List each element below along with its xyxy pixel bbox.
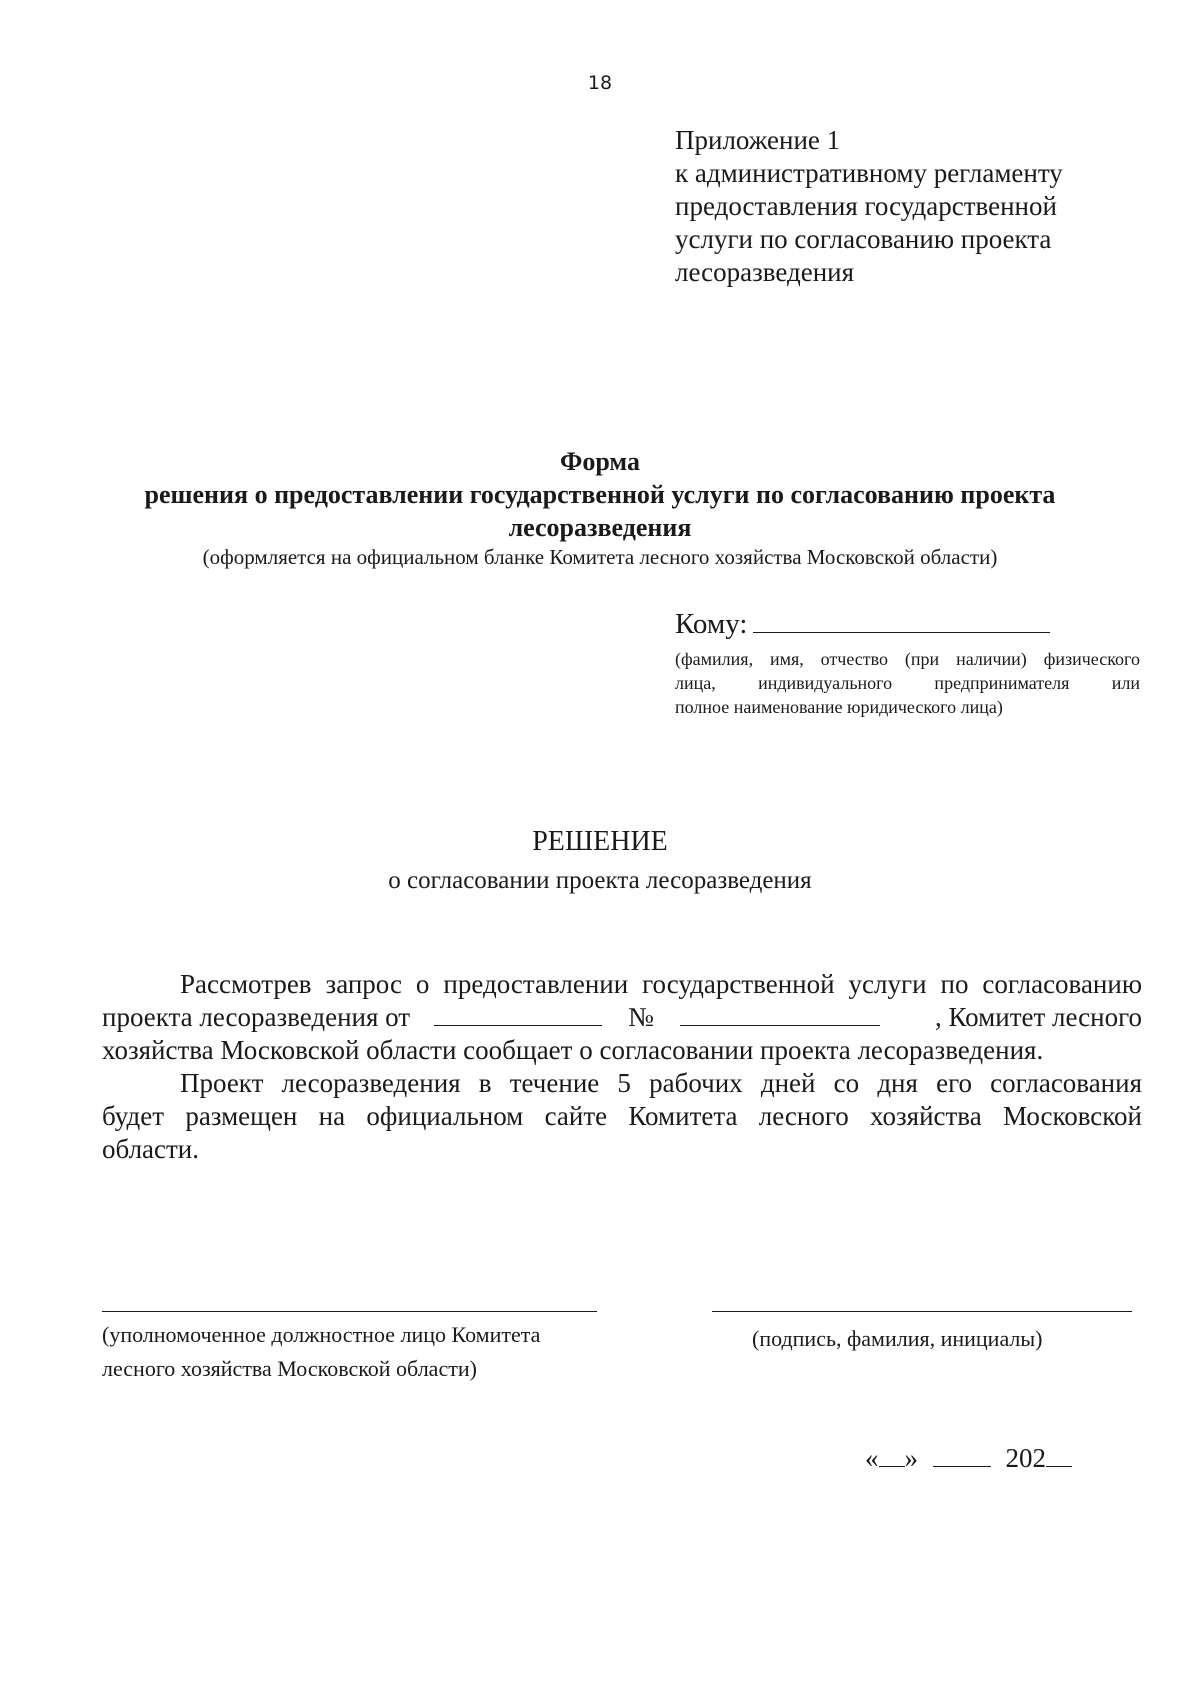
number-sign: № — [628, 1002, 654, 1032]
page-number: 18 — [587, 72, 613, 94]
appendix-block — [675, 124, 1063, 289]
recipient-hint-line: (фамилия, имя, отчество (при наличии) физического — [675, 649, 1140, 669]
body-line-with-blanks — [102, 1001, 1142, 1034]
year-blank — [1046, 1444, 1072, 1467]
official-caption-line: лесного хозяйства Московской области) — [102, 1356, 477, 1381]
body-line: будет размещен на официальном сайте Комитета лесного хозяйства Московской — [102, 1101, 1142, 1131]
appendix-line: лесоразведения — [675, 257, 855, 287]
official-caption-line: (уполномоченное должностное лицо Комитета — [102, 1322, 541, 1347]
appendix-line: предоставления государственной — [675, 191, 1057, 221]
official-signature-line — [102, 1311, 597, 1312]
appendix-line: услуги по согласованию проекта — [675, 224, 1052, 254]
recipient-field — [675, 606, 1050, 641]
recipient-label: Кому: — [675, 608, 748, 640]
date-open-quote: « — [865, 1443, 879, 1473]
day-blank — [879, 1444, 905, 1467]
decision-subtitle: о согласовании проекта лесоразведения — [388, 867, 812, 894]
body-text-fragment: , Комитет лесного — [935, 1002, 1142, 1032]
signature-line — [712, 1311, 1132, 1312]
decision-title: РЕШЕНИЕ — [532, 826, 668, 857]
body-text-fragment: проекта лесоразведения от — [102, 1002, 411, 1032]
request-date-blank — [434, 1003, 602, 1026]
appendix-line: к административному регламенту — [675, 158, 1063, 188]
decision-body — [102, 968, 1142, 1166]
year-prefix: 202 — [1005, 1443, 1046, 1473]
date-field — [865, 1443, 1072, 1474]
form-title: Форма — [560, 447, 640, 476]
form-subtitle-line: решения о предоставлении государственной услуги по согласованию проекта — [144, 480, 1056, 509]
request-number-blank — [680, 1003, 880, 1026]
date-close-quote: » — [904, 1443, 918, 1473]
form-note: (оформляется на официальном бланке Комитета лесного хозяйства Московской области) — [202, 545, 998, 569]
recipient-hint-line: полное наименование юридического лица) — [675, 697, 1003, 717]
body-line: Рассмотрев запрос о предоставлении государственной услуги по согласованию — [180, 969, 1142, 999]
appendix-line: Приложение 1 — [675, 125, 841, 155]
body-line: Проект лесоразведения в течение 5 рабочих дней со дня его согласования — [180, 1068, 1142, 1098]
official-caption — [102, 1318, 540, 1386]
body-line: области. — [102, 1134, 200, 1164]
body-line: хозяйства Московской области сообщает о согласовании проекта лесоразведения. — [102, 1035, 1044, 1065]
signature-caption: (подпись, фамилия, инициалы) — [752, 1326, 1043, 1351]
month-blank — [933, 1444, 991, 1467]
form-subtitle — [0, 478, 1200, 544]
recipient-hint — [675, 647, 1140, 719]
form-subtitle-line: лесоразведения — [508, 513, 692, 542]
recipient-hint-line: лица, индивидуального предпринимателя или — [675, 673, 1140, 693]
recipient-blank-line — [753, 606, 1050, 633]
